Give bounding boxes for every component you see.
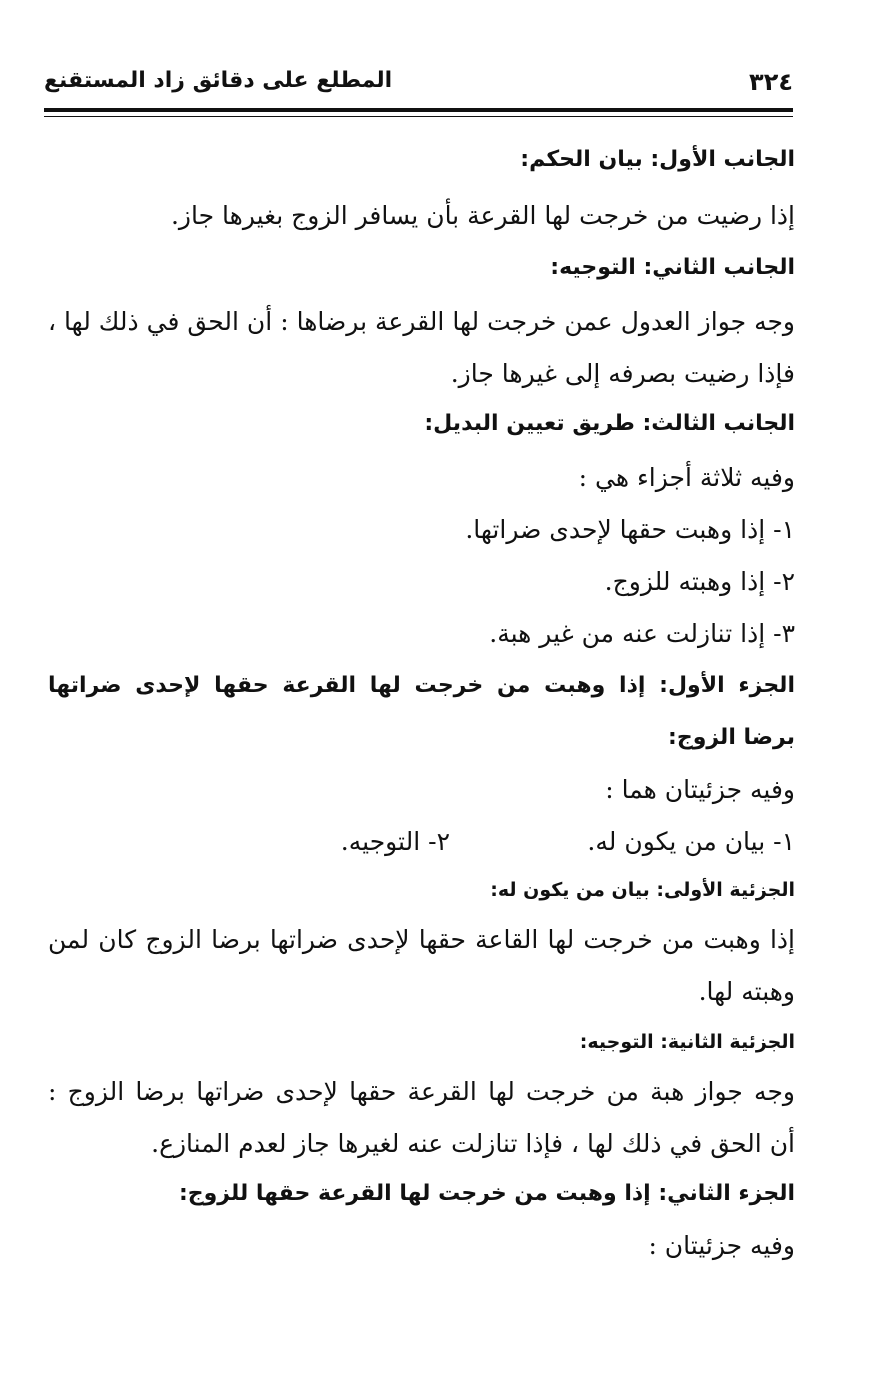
sub-items-row bbox=[48, 822, 795, 862]
page-number: ٣٢٤ bbox=[749, 68, 793, 96]
paragraph-6-line-2: أن الحق في ذلك لها ، فإذا تنازلت عنه لغيرها جاز لعدم المنازع. bbox=[151, 1129, 795, 1158]
header-rule-thick bbox=[44, 108, 793, 112]
sub-item-2: ٢- التوجيه. bbox=[340, 827, 450, 856]
header-rule-thin bbox=[44, 116, 793, 117]
section-heading-6: الجزئية الثانية: التوجيه: bbox=[579, 1031, 795, 1053]
section-heading-5: الجزئية الأولى: بيان من يكون له: bbox=[490, 879, 795, 901]
section-heading-3: الجانب الثالث: طريق تعيين البديل: bbox=[424, 411, 795, 436]
section-heading-7: الجزء الثاني: إذا وهبت من خرجت لها القرعة حقها للزوج: bbox=[178, 1181, 795, 1206]
section-heading-4-line-2: برضا الزوج: bbox=[668, 725, 795, 750]
paragraph-1: إذا رضيت من خرجت لها القرعة بأن يسافر الزوج بغيرها جاز. bbox=[170, 201, 795, 230]
paragraph-2-line-1: وجه جواز العدول عمن خرجت لها القرعة برضاها : أن الحق في ذلك لها ، bbox=[48, 307, 795, 336]
sub-item-1: ١- بيان من يكون له. bbox=[587, 827, 795, 856]
paragraph-5-line-2: وهبته لها. bbox=[698, 977, 795, 1006]
paragraph-3: وفيه ثلاثة أجزاء هي : bbox=[578, 463, 795, 492]
section-heading-4-line-1: الجزء الأول: إذا وهبت من خرجت لها القرعة حقها لإحدى ضراتها bbox=[48, 673, 795, 698]
list-item-3: ٣- إذا تنازلت عنه من غير هبة. bbox=[489, 619, 795, 648]
paragraph-5-line-1: إذا وهبت من خرجت لها القاعة حقها لإحدى ضراتها برضا الزوج كان لمن bbox=[48, 925, 795, 954]
section-heading-2: الجانب الثاني: التوجيه: bbox=[550, 255, 795, 280]
list-item-2: ٢- إذا وهبته للزوج. bbox=[604, 567, 795, 596]
section-heading-1: الجانب الأول: بيان الحكم: bbox=[520, 147, 795, 172]
paragraph-2-line-2: فإذا رضيت بصرفه إلى غيرها جاز. bbox=[450, 359, 795, 388]
list-item-1: ١- إذا وهبت حقها لإحدى ضراتها. bbox=[465, 515, 795, 544]
paragraph-6-line-1: وجه جواز هبة من خرجت لها القرعة حقها لإحدى ضراتها برضا الزوج : bbox=[48, 1077, 795, 1106]
paragraph-4: وفيه جزئيتان هما : bbox=[605, 775, 795, 804]
paragraph-7: وفيه جزئيتان : bbox=[648, 1231, 795, 1260]
running-title: المطلع على دقائق زاد المستقنع bbox=[44, 68, 393, 93]
page-header bbox=[44, 62, 793, 106]
